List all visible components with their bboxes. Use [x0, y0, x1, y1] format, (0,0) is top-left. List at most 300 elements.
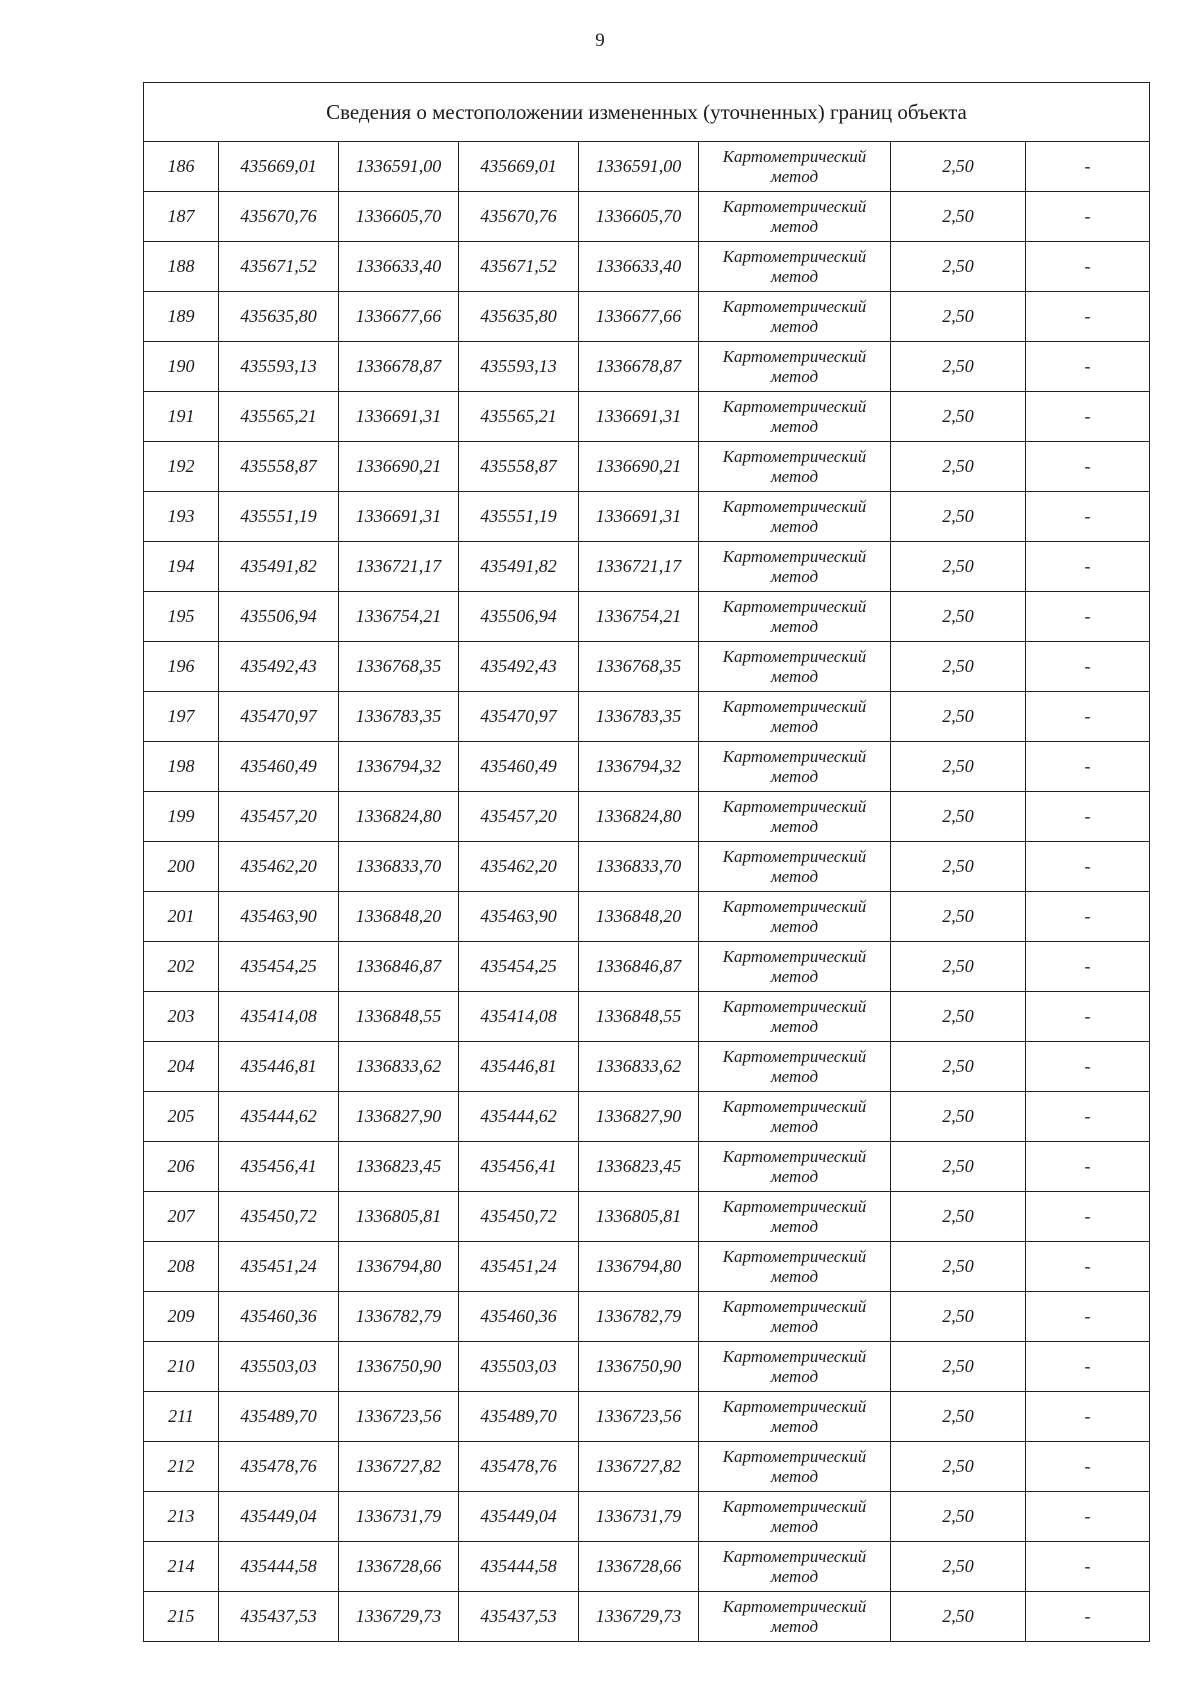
accuracy-cell: 2,50 [891, 1042, 1026, 1092]
existing-x-cell: 435444,62 [219, 1092, 339, 1142]
existing-y-cell: 1336731,79 [339, 1492, 459, 1542]
refined-y-cell: 1336794,32 [579, 742, 699, 792]
existing-x-cell: 435593,13 [219, 342, 339, 392]
point-number-cell: 214 [144, 1542, 219, 1592]
method-cell [699, 692, 891, 742]
table-row [144, 842, 1150, 892]
refined-x-cell: 435414,08 [459, 992, 579, 1042]
method-line-1: Картометрический [722, 446, 867, 466]
accuracy-cell: 2,50 [891, 1192, 1026, 1242]
refined-y-cell: 1336833,62 [579, 1042, 699, 1092]
table-row [144, 692, 1150, 742]
existing-x-cell: 435671,52 [219, 242, 339, 292]
accuracy-cell: 2,50 [891, 1092, 1026, 1142]
note-cell: - [1026, 842, 1150, 892]
point-number-cell: 204 [144, 1042, 219, 1092]
existing-x-cell: 435451,24 [219, 1242, 339, 1292]
existing-x-cell: 435489,70 [219, 1392, 339, 1442]
refined-x-cell: 435635,80 [459, 292, 579, 342]
refined-y-cell: 1336731,79 [579, 1492, 699, 1542]
method-line-2: метод [770, 766, 819, 786]
point-number-cell: 203 [144, 992, 219, 1042]
point-number-cell: 208 [144, 1242, 219, 1292]
point-number-cell: 212 [144, 1442, 219, 1492]
method-cell [699, 1492, 891, 1542]
table-row [144, 1192, 1150, 1242]
method-cell [699, 492, 891, 542]
refined-x-cell: 435558,87 [459, 442, 579, 492]
method-line-2: метод [770, 1216, 819, 1236]
method-line-1: Картометрический [722, 1446, 867, 1466]
existing-y-cell: 1336591,00 [339, 142, 459, 192]
point-number-cell: 215 [144, 1592, 219, 1642]
existing-y-cell: 1336677,66 [339, 292, 459, 342]
note-cell: - [1026, 1492, 1150, 1542]
method-cell [699, 1092, 891, 1142]
existing-x-cell: 435457,20 [219, 792, 339, 842]
table-row [144, 942, 1150, 992]
table-row [144, 1442, 1150, 1492]
refined-y-cell: 1336723,56 [579, 1392, 699, 1442]
refined-y-cell: 1336728,66 [579, 1542, 699, 1592]
note-cell: - [1026, 1442, 1150, 1492]
point-number-cell: 190 [144, 342, 219, 392]
table-row [144, 1092, 1150, 1142]
existing-x-cell: 435444,58 [219, 1542, 339, 1592]
existing-x-cell: 435449,04 [219, 1492, 339, 1542]
note-cell: - [1026, 592, 1150, 642]
accuracy-cell: 2,50 [891, 842, 1026, 892]
refined-x-cell: 435478,76 [459, 1442, 579, 1492]
table-title: Сведения о местоположении измененных (уточненных) границ объекта [144, 83, 1150, 142]
accuracy-cell: 2,50 [891, 792, 1026, 842]
accuracy-cell: 2,50 [891, 992, 1026, 1042]
table-row [144, 292, 1150, 342]
existing-y-cell: 1336833,62 [339, 1042, 459, 1092]
table-row [144, 242, 1150, 292]
refined-x-cell: 435437,53 [459, 1592, 579, 1642]
existing-x-cell: 435670,76 [219, 192, 339, 242]
existing-x-cell: 435460,36 [219, 1292, 339, 1342]
table-row [144, 1142, 1150, 1192]
method-line-2: метод [770, 716, 819, 736]
accuracy-cell: 2,50 [891, 1342, 1026, 1392]
point-number-cell: 200 [144, 842, 219, 892]
table-row [144, 742, 1150, 792]
table-row [144, 1042, 1150, 1092]
table-row [144, 642, 1150, 692]
method-cell [699, 592, 891, 642]
method-cell [699, 892, 891, 942]
table-row [144, 542, 1150, 592]
refined-y-cell: 1336848,20 [579, 892, 699, 942]
method-line-1: Картометрический [722, 1546, 867, 1566]
point-number-cell: 191 [144, 392, 219, 442]
accuracy-cell: 2,50 [891, 892, 1026, 942]
table-row [144, 992, 1150, 1042]
method-line-2: метод [770, 166, 819, 186]
note-cell: - [1026, 392, 1150, 442]
note-cell: - [1026, 342, 1150, 392]
point-number-cell: 210 [144, 1342, 219, 1392]
existing-x-cell: 435462,20 [219, 842, 339, 892]
method-cell [699, 442, 891, 492]
method-line-1: Картометрический [722, 196, 867, 216]
note-cell: - [1026, 742, 1150, 792]
accuracy-cell: 2,50 [891, 742, 1026, 792]
table-row [144, 192, 1150, 242]
table-row [144, 892, 1150, 942]
refined-x-cell: 435503,03 [459, 1342, 579, 1392]
refined-y-cell: 1336823,45 [579, 1142, 699, 1192]
method-line-1: Картометрический [722, 896, 867, 916]
method-line-2: метод [770, 216, 819, 236]
method-line-2: метод [770, 1566, 819, 1586]
boundary-table-container [143, 82, 1150, 1642]
table-row [144, 1492, 1150, 1542]
existing-x-cell: 435460,49 [219, 742, 339, 792]
point-number-cell: 195 [144, 592, 219, 642]
refined-x-cell: 435593,13 [459, 342, 579, 392]
method-line-2: метод [770, 966, 819, 986]
point-number-cell: 213 [144, 1492, 219, 1542]
accuracy-cell: 2,50 [891, 1592, 1026, 1642]
page-number: 9 [595, 30, 605, 51]
refined-y-cell: 1336783,35 [579, 692, 699, 742]
method-line-2: метод [770, 516, 819, 536]
refined-y-cell: 1336750,90 [579, 1342, 699, 1392]
method-cell [699, 1542, 891, 1592]
method-line-2: метод [770, 1516, 819, 1536]
table-row [144, 1242, 1150, 1292]
method-line-2: метод [770, 566, 819, 586]
method-cell [699, 642, 891, 692]
refined-y-cell: 1336591,00 [579, 142, 699, 192]
refined-x-cell: 435460,49 [459, 742, 579, 792]
existing-x-cell: 435491,82 [219, 542, 339, 592]
method-line-1: Картометрический [722, 696, 867, 716]
accuracy-cell: 2,50 [891, 492, 1026, 542]
method-line-2: метод [770, 1466, 819, 1486]
point-number-cell: 188 [144, 242, 219, 292]
method-line-2: метод [770, 366, 819, 386]
refined-y-cell: 1336824,80 [579, 792, 699, 842]
method-line-2: метод [770, 466, 819, 486]
method-cell [699, 742, 891, 792]
method-line-2: метод [770, 266, 819, 286]
existing-x-cell: 435635,80 [219, 292, 339, 342]
table-row [144, 342, 1150, 392]
method-line-1: Картометрический [722, 546, 867, 566]
refined-x-cell: 435444,62 [459, 1092, 579, 1142]
point-number-cell: 192 [144, 442, 219, 492]
existing-x-cell: 435492,43 [219, 642, 339, 692]
note-cell: - [1026, 1192, 1150, 1242]
note-cell: - [1026, 892, 1150, 942]
existing-y-cell: 1336721,17 [339, 542, 459, 592]
method-line-1: Картометрический [722, 796, 867, 816]
table-row [144, 442, 1150, 492]
existing-y-cell: 1336824,80 [339, 792, 459, 842]
method-line-2: метод [770, 1316, 819, 1336]
note-cell: - [1026, 1042, 1150, 1092]
refined-y-cell: 1336690,21 [579, 442, 699, 492]
existing-y-cell: 1336691,31 [339, 492, 459, 542]
method-line-1: Картометрический [722, 596, 867, 616]
refined-y-cell: 1336848,55 [579, 992, 699, 1042]
existing-x-cell: 435669,01 [219, 142, 339, 192]
method-line-1: Картометрический [722, 1396, 867, 1416]
existing-y-cell: 1336691,31 [339, 392, 459, 442]
accuracy-cell: 2,50 [891, 1242, 1026, 1292]
refined-x-cell: 435444,58 [459, 1542, 579, 1592]
existing-x-cell: 435478,76 [219, 1442, 339, 1492]
point-number-cell: 199 [144, 792, 219, 842]
point-number-cell: 209 [144, 1292, 219, 1342]
method-cell [699, 1392, 891, 1442]
method-line-2: метод [770, 1616, 819, 1636]
table-row [144, 392, 1150, 442]
point-number-cell: 193 [144, 492, 219, 542]
method-line-1: Картометрический [722, 1196, 867, 1216]
refined-x-cell: 435450,72 [459, 1192, 579, 1242]
point-number-cell: 206 [144, 1142, 219, 1192]
method-cell [699, 1342, 891, 1392]
refined-y-cell: 1336833,70 [579, 842, 699, 892]
note-cell: - [1026, 192, 1150, 242]
method-line-2: метод [770, 1016, 819, 1036]
method-cell [699, 1192, 891, 1242]
table-row [144, 492, 1150, 542]
refined-y-cell: 1336827,90 [579, 1092, 699, 1142]
accuracy-cell: 2,50 [891, 1292, 1026, 1342]
refined-x-cell: 435491,82 [459, 542, 579, 592]
table-row [144, 1292, 1150, 1342]
refined-y-cell: 1336782,79 [579, 1292, 699, 1342]
point-number-cell: 187 [144, 192, 219, 242]
accuracy-cell: 2,50 [891, 1442, 1026, 1492]
refined-x-cell: 435551,19 [459, 492, 579, 542]
existing-y-cell: 1336723,56 [339, 1392, 459, 1442]
note-cell: - [1026, 942, 1150, 992]
point-number-cell: 207 [144, 1192, 219, 1242]
note-cell: - [1026, 1142, 1150, 1192]
refined-y-cell: 1336678,87 [579, 342, 699, 392]
method-line-1: Картометрический [722, 996, 867, 1016]
existing-x-cell: 435450,72 [219, 1192, 339, 1242]
accuracy-cell: 2,50 [891, 242, 1026, 292]
method-line-2: метод [770, 866, 819, 886]
method-cell [699, 142, 891, 192]
boundary-coordinates-table [143, 82, 1150, 1642]
existing-x-cell: 435503,03 [219, 1342, 339, 1392]
existing-y-cell: 1336827,90 [339, 1092, 459, 1142]
existing-x-cell: 435558,87 [219, 442, 339, 492]
refined-x-cell: 435489,70 [459, 1392, 579, 1442]
existing-x-cell: 435470,97 [219, 692, 339, 742]
point-number-cell: 205 [144, 1092, 219, 1142]
point-number-cell: 194 [144, 542, 219, 592]
method-line-2: метод [770, 816, 819, 836]
accuracy-cell: 2,50 [891, 142, 1026, 192]
existing-x-cell: 435454,25 [219, 942, 339, 992]
table-row [144, 792, 1150, 842]
accuracy-cell: 2,50 [891, 392, 1026, 442]
existing-y-cell: 1336728,66 [339, 1542, 459, 1592]
point-number-cell: 211 [144, 1392, 219, 1442]
method-line-1: Картометрический [722, 846, 867, 866]
note-cell: - [1026, 1342, 1150, 1392]
method-line-2: метод [770, 666, 819, 686]
note-cell: - [1026, 992, 1150, 1042]
note-cell: - [1026, 1592, 1150, 1642]
point-number-cell: 196 [144, 642, 219, 692]
point-number-cell: 202 [144, 942, 219, 992]
method-line-1: Картометрический [722, 1146, 867, 1166]
existing-x-cell: 435414,08 [219, 992, 339, 1042]
existing-y-cell: 1336833,70 [339, 842, 459, 892]
existing-y-cell: 1336783,35 [339, 692, 459, 742]
existing-y-cell: 1336782,79 [339, 1292, 459, 1342]
table-row [144, 1392, 1150, 1442]
existing-x-cell: 435437,53 [219, 1592, 339, 1642]
note-cell: - [1026, 1292, 1150, 1342]
note-cell: - [1026, 642, 1150, 692]
method-line-2: метод [770, 1066, 819, 1086]
note-cell: - [1026, 792, 1150, 842]
method-line-1: Картометрический [722, 346, 867, 366]
note-cell: - [1026, 1542, 1150, 1592]
method-cell [699, 1042, 891, 1092]
existing-x-cell: 435506,94 [219, 592, 339, 642]
method-line-2: метод [770, 1416, 819, 1436]
point-number-cell: 197 [144, 692, 219, 742]
existing-x-cell: 435463,90 [219, 892, 339, 942]
method-cell [699, 242, 891, 292]
refined-y-cell: 1336691,31 [579, 492, 699, 542]
note-cell: - [1026, 1392, 1150, 1442]
method-line-2: метод [770, 916, 819, 936]
method-line-1: Картометрический [722, 1596, 867, 1616]
accuracy-cell: 2,50 [891, 542, 1026, 592]
refined-y-cell: 1336846,87 [579, 942, 699, 992]
accuracy-cell: 2,50 [891, 692, 1026, 742]
table-row [144, 142, 1150, 192]
existing-y-cell: 1336846,87 [339, 942, 459, 992]
refined-x-cell: 435457,20 [459, 792, 579, 842]
refined-x-cell: 435446,81 [459, 1042, 579, 1092]
method-line-1: Картометрический [722, 296, 867, 316]
method-line-1: Картометрический [722, 246, 867, 266]
method-line-1: Картометрический [722, 496, 867, 516]
method-cell [699, 542, 891, 592]
existing-y-cell: 1336848,20 [339, 892, 459, 942]
accuracy-cell: 2,50 [891, 942, 1026, 992]
table-row [144, 592, 1150, 642]
method-line-2: метод [770, 1166, 819, 1186]
table-row [144, 1342, 1150, 1392]
note-cell: - [1026, 692, 1150, 742]
accuracy-cell: 2,50 [891, 1542, 1026, 1592]
method-cell [699, 842, 891, 892]
refined-x-cell: 435463,90 [459, 892, 579, 942]
note-cell: - [1026, 542, 1150, 592]
refined-y-cell: 1336727,82 [579, 1442, 699, 1492]
refined-y-cell: 1336754,21 [579, 592, 699, 642]
point-number-cell: 189 [144, 292, 219, 342]
method-line-1: Картометрический [722, 146, 867, 166]
note-cell: - [1026, 1242, 1150, 1292]
existing-x-cell: 435565,21 [219, 392, 339, 442]
existing-y-cell: 1336823,45 [339, 1142, 459, 1192]
accuracy-cell: 2,50 [891, 642, 1026, 692]
method-line-2: метод [770, 1116, 819, 1136]
existing-y-cell: 1336605,70 [339, 192, 459, 242]
method-cell [699, 1292, 891, 1342]
method-line-1: Картометрический [722, 1346, 867, 1366]
refined-y-cell: 1336721,17 [579, 542, 699, 592]
refined-y-cell: 1336677,66 [579, 292, 699, 342]
method-cell [699, 992, 891, 1042]
refined-y-cell: 1336605,70 [579, 192, 699, 242]
existing-y-cell: 1336848,55 [339, 992, 459, 1042]
existing-x-cell: 435551,19 [219, 492, 339, 542]
refined-y-cell: 1336805,81 [579, 1192, 699, 1242]
existing-x-cell: 435456,41 [219, 1142, 339, 1192]
accuracy-cell: 2,50 [891, 1492, 1026, 1542]
refined-y-cell: 1336729,73 [579, 1592, 699, 1642]
method-cell [699, 1142, 891, 1192]
method-line-1: Картометрический [722, 746, 867, 766]
existing-y-cell: 1336633,40 [339, 242, 459, 292]
refined-x-cell: 435565,21 [459, 392, 579, 442]
refined-y-cell: 1336633,40 [579, 242, 699, 292]
point-number-cell: 198 [144, 742, 219, 792]
existing-y-cell: 1336768,35 [339, 642, 459, 692]
accuracy-cell: 2,50 [891, 342, 1026, 392]
accuracy-cell: 2,50 [891, 1142, 1026, 1192]
method-line-2: метод [770, 416, 819, 436]
refined-x-cell: 435462,20 [459, 842, 579, 892]
existing-y-cell: 1336729,73 [339, 1592, 459, 1642]
existing-y-cell: 1336754,21 [339, 592, 459, 642]
table-row [144, 1542, 1150, 1592]
method-cell [699, 792, 891, 842]
existing-y-cell: 1336805,81 [339, 1192, 459, 1242]
method-line-1: Картометрический [722, 1496, 867, 1516]
method-line-1: Картометрический [722, 1046, 867, 1066]
method-line-1: Картометрический [722, 1096, 867, 1116]
method-cell [699, 1442, 891, 1492]
refined-x-cell: 435456,41 [459, 1142, 579, 1192]
method-line-1: Картометрический [722, 946, 867, 966]
method-cell [699, 392, 891, 442]
accuracy-cell: 2,50 [891, 592, 1026, 642]
table-row [144, 1592, 1150, 1642]
note-cell: - [1026, 142, 1150, 192]
table-body [144, 142, 1150, 1642]
refined-x-cell: 435670,76 [459, 192, 579, 242]
refined-x-cell: 435460,36 [459, 1292, 579, 1342]
note-cell: - [1026, 1092, 1150, 1142]
note-cell: - [1026, 292, 1150, 342]
method-line-1: Картометрический [722, 1296, 867, 1316]
refined-x-cell: 435454,25 [459, 942, 579, 992]
existing-y-cell: 1336690,21 [339, 442, 459, 492]
point-number-cell: 186 [144, 142, 219, 192]
accuracy-cell: 2,50 [891, 1392, 1026, 1442]
method-cell [699, 1592, 891, 1642]
